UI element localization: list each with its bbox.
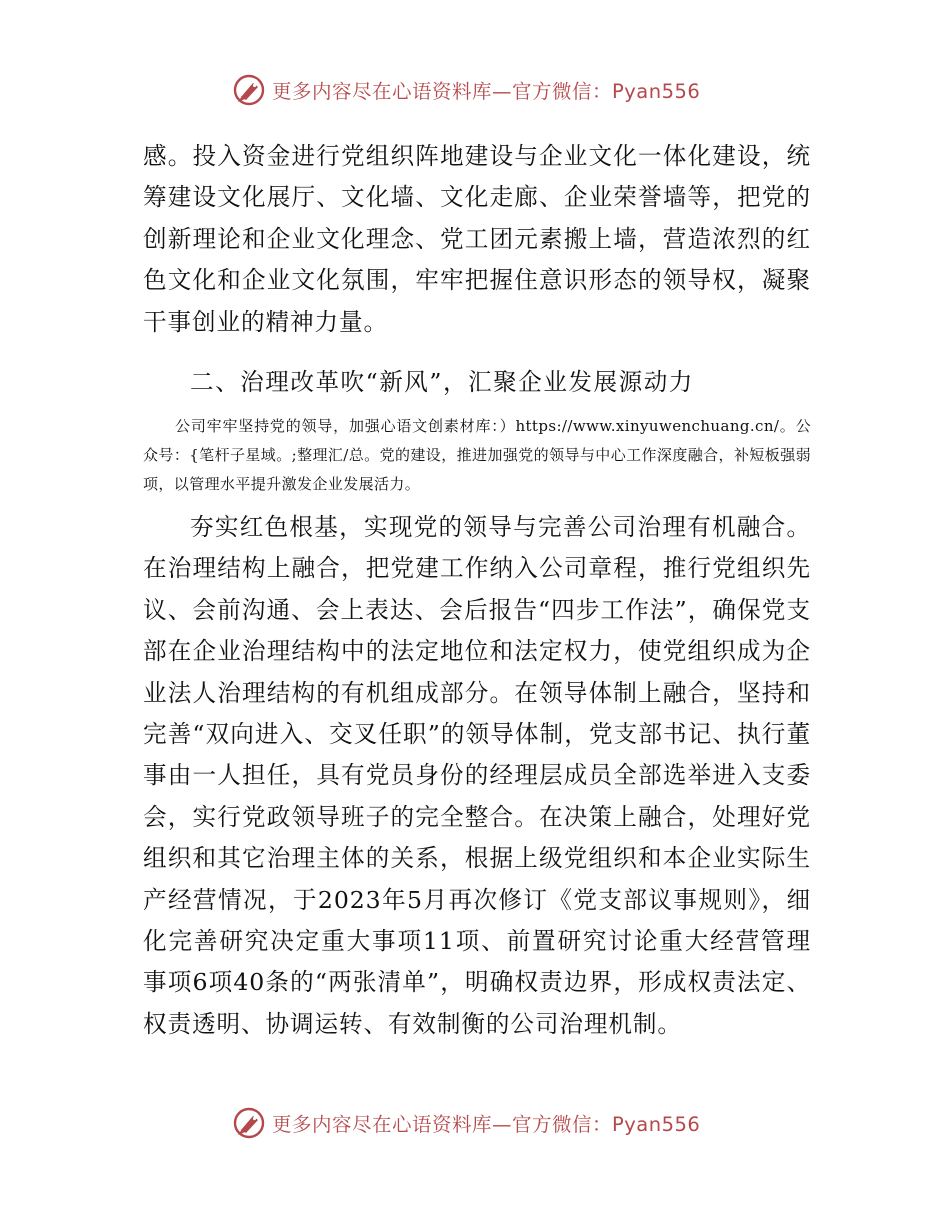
footer-banner [0, 1103, 950, 1143]
banner-text: 更多内容尽在心语资料库—官方微信：Pyan556 [272, 80, 701, 103]
header-banner [0, 70, 950, 110]
small-print-paragraph: 公司牢牢坚持党的领导，加强心语文创素材库：）https://www.xinyuwenchuang.cn/。公众号：{笔杆子星域。;整理汇/总。党的建设，推进加强党的领导与中心工作深度融合，补短板强弱项，以管理水平提升激发企业发展活力。 [143, 417, 811, 493]
header-banner-content [232, 70, 700, 110]
section-heading: 二、治理改革吹“新风”，汇聚企业发展源动力 [190, 368, 694, 396]
pen-nib-logo-icon [232, 73, 266, 107]
banner-text: 更多内容尽在心语资料库—官方微信：Pyan556 [272, 1113, 701, 1136]
pen-nib-logo-icon [232, 1106, 266, 1140]
paragraph-continuation: 感。投入资金进行党组织阵地建设与企业文化一体化建设，统筹建设文化展厅、文化墙、文化走廊、企业荣誉墙等，把党的创新理论和企业文化理念、党工团元素搬上墙，营造浓烈的红色文化和企业文化氛围，牢牢把握住意识形态的领导权，凝聚干事创业的精神力量。 [143, 142, 811, 336]
body-paragraph: 夯实红色根基，实现党的领导与完善公司治理有机融合。在治理结构上融合，把党建工作纳入公司章程，推行党组织先议、会前沟通、会上表达、会后报告“四步工作法”，确保党支部在企业治理结构中的法定地位和法定权力，使党组织成为企业法人治理结构的有机组成部分。在领导体制上融合，坚持和完善“双向进入、交叉任职”的领导体制，党支部书记、执行董事由一人担任，具有党员身份的经理层成员全部选举进入支委会，实行党政领导班子的完全整合。在决策上融合，处理好党组织和其它治理主体的关系，根据上级党组织和本企业实际生产经营情况，于2023年5月再次修订《党支部议事规则》，细化完善研究决定重大事项11项、前置研究讨论重大经营管理事项6项40条的“两张清单”，明确权责边界，形成权责法定、权责透明、协调运转、有效制衡的公司治理机制。 [143, 513, 811, 1038]
footer-banner-content [232, 1103, 700, 1143]
